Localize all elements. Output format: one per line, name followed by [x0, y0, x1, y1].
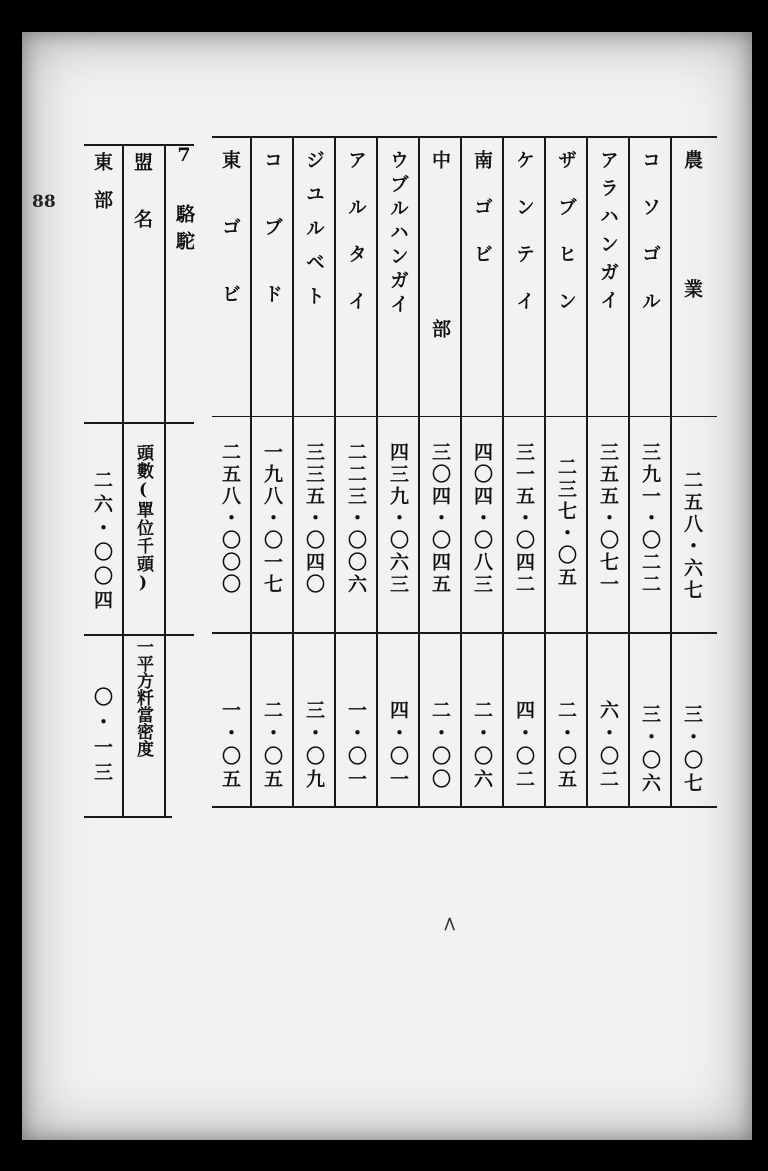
row-name: ジユルベト — [303, 150, 325, 320]
row-density: 六・〇二 — [597, 700, 619, 792]
row-heads: 一九八・〇一七 — [261, 442, 283, 596]
row-density: 二・〇五 — [555, 700, 577, 792]
row-density: 三・〇六 — [639, 704, 661, 796]
row-name: ザブヒン — [555, 150, 577, 338]
header-name-text: 盟 名 — [131, 152, 153, 228]
row-heads: 三九一・〇二二 — [639, 442, 661, 596]
row-heads: 三五五・〇七一 — [597, 442, 619, 596]
table-main-divider — [418, 136, 420, 806]
row-name: 南ゴビ — [471, 150, 493, 291]
table-main-divider — [292, 136, 294, 806]
row-heads: 二三七・〇五 — [555, 457, 577, 589]
header-heads: 頭數(單位千頭) — [133, 444, 153, 594]
table-main-divider — [460, 136, 462, 806]
row-heads: 四〇四・〇八三 — [471, 442, 493, 596]
row-name: コブド — [261, 150, 283, 351]
row-name: 農業 — [681, 150, 703, 408]
header-name — [132, 152, 151, 352]
row-heads: 二五八・六七 — [681, 470, 703, 602]
table-main-top-rule — [212, 136, 717, 138]
table-main-divider — [670, 136, 672, 806]
table-main-header-rule — [212, 416, 717, 417]
row-heads: 三三五・〇四〇 — [303, 442, 325, 596]
page-number: 88 — [32, 192, 56, 212]
table-main-divider — [334, 136, 336, 806]
row-density: 三・〇九 — [303, 700, 325, 792]
table-main-bottom-rule — [212, 806, 717, 808]
table-main-mid-rule — [212, 632, 717, 634]
header-density: 一平方粁當密度 — [133, 638, 153, 757]
row-density: 一・〇一 — [345, 700, 367, 792]
document-page — [22, 32, 752, 1140]
total-heads: 二六・〇〇四 — [91, 470, 113, 614]
row-name: 東ゴビ — [219, 150, 241, 351]
row-density: 二・〇〇 — [429, 700, 451, 792]
table-left-mid-rule — [84, 634, 194, 636]
row-density: 四・〇一 — [387, 700, 409, 792]
row-density: 二・〇五 — [261, 700, 283, 792]
row-heads: 二二三・〇〇六 — [345, 442, 367, 596]
row-density: 三・〇七 — [681, 704, 703, 796]
table-left-bottom-rule — [84, 816, 172, 818]
stray-mark: < — [438, 915, 463, 933]
table-main-divider — [250, 136, 252, 806]
row-name: アルタイ — [345, 150, 367, 338]
row-density: 四・〇二 — [513, 700, 535, 792]
row-name: アラハンガイ — [597, 150, 619, 318]
row-heads: 四三九・〇六三 — [387, 442, 409, 596]
table-left-divider — [122, 144, 124, 816]
table-main-divider — [586, 136, 588, 806]
row-heads: 三一五・〇四二 — [513, 442, 535, 596]
table-left-divider — [164, 144, 166, 816]
row-heads: 二五八・〇〇〇 — [219, 442, 241, 596]
row-name: ウブルハンガイ — [387, 150, 409, 318]
table-left-header-rule — [84, 422, 194, 424]
table-main-divider — [628, 136, 630, 806]
section-title: 7 駱駝 — [173, 144, 195, 258]
total-name — [92, 152, 111, 372]
row-name: 中部 — [429, 150, 451, 488]
row-name: ケンテイ — [513, 150, 535, 338]
table-main-divider — [502, 136, 504, 806]
row-density: 二・〇六 — [471, 700, 493, 792]
table-main-divider — [544, 136, 546, 806]
row-heads: 三〇四・〇四五 — [429, 442, 451, 596]
total-name-text: 東 部 — [91, 152, 113, 209]
row-name: コソゴル — [639, 150, 661, 338]
total-density: 〇・一三 — [91, 687, 113, 787]
table-main-divider — [376, 136, 378, 806]
row-density: 一・〇五 — [219, 700, 241, 792]
